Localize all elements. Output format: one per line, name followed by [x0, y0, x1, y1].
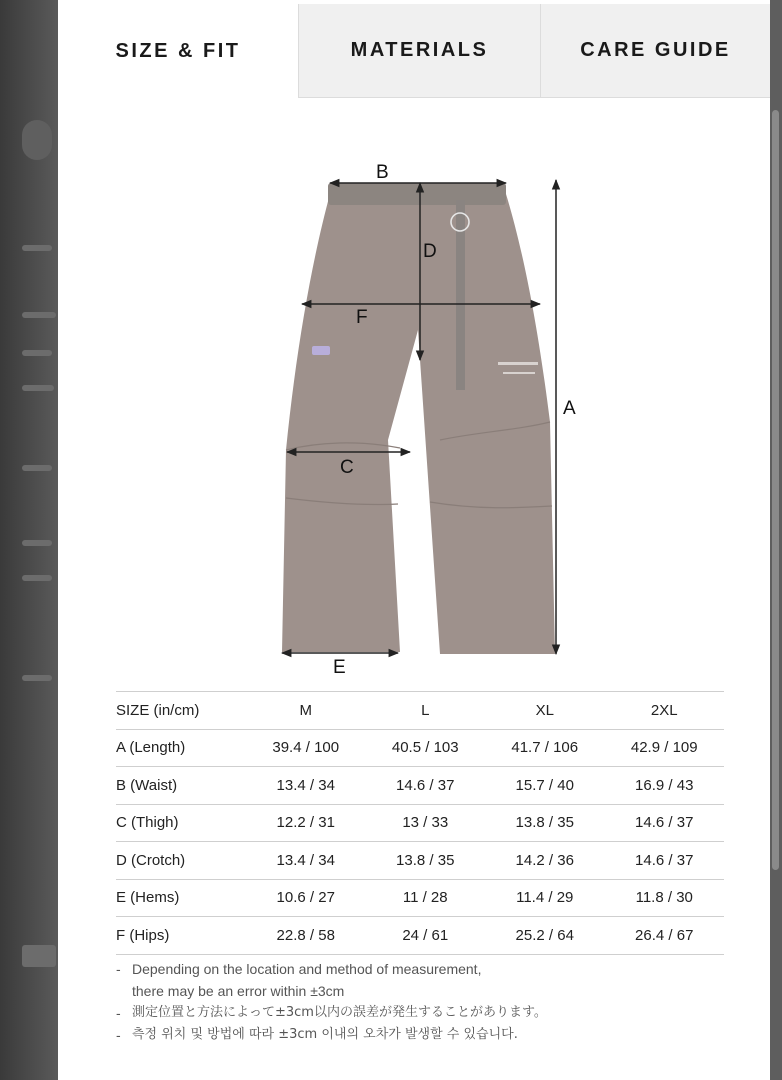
row-label: D (Crotch) [116, 842, 246, 880]
tab-size-fit[interactable]: SIZE & FIT [58, 4, 298, 98]
backdrop-logo [22, 120, 52, 160]
row-label: E (Hems) [116, 879, 246, 917]
note-item [116, 1024, 736, 1046]
table-cell: 14.2 / 36 [485, 842, 605, 880]
size-table [116, 691, 724, 955]
label-d: D [423, 241, 437, 262]
pants-measurement-diagram [58, 150, 770, 680]
backdrop-text [22, 465, 52, 471]
backdrop-text [22, 385, 54, 391]
table-header-row [116, 692, 724, 730]
scrollbar-thumb[interactable] [772, 110, 779, 870]
table-cell: 15.7 / 40 [485, 767, 605, 805]
backdrop-text [22, 945, 56, 967]
table-row [116, 804, 724, 842]
table-cell: 13.4 / 34 [246, 842, 366, 880]
table-cell: 40.5 / 103 [366, 729, 486, 767]
waistband [328, 183, 506, 205]
table-cell: 16.9 / 43 [605, 767, 725, 805]
backdrop-text [22, 575, 52, 581]
label-c: C [340, 457, 354, 478]
backdrop-text [22, 350, 52, 356]
table-cell: 25.2 / 64 [485, 917, 605, 955]
backdrop-text [22, 675, 52, 681]
note-dash: - [116, 1005, 121, 1021]
note-line: there may be an error within ±3cm [132, 983, 345, 999]
table-cell: 26.4 / 67 [605, 917, 725, 955]
table-cell: 42.9 / 109 [605, 729, 725, 767]
row-label: A (Length) [116, 729, 246, 767]
row-label: C (Thigh) [116, 804, 246, 842]
label-a: A [563, 398, 576, 419]
note-dash: - [116, 1027, 121, 1043]
table-cell: 13.4 / 34 [246, 767, 366, 805]
table-header-cell: 2XL [605, 692, 725, 730]
note-line: Depending on the location and method of measurement, [132, 961, 482, 977]
table-cell: 13.8 / 35 [485, 804, 605, 842]
note-text: 測定位置と方法によって±3cm以内の誤差が発生することがあります。 [132, 1005, 547, 1020]
table-row [116, 917, 724, 955]
table-cell: 14.6 / 37 [605, 842, 725, 880]
row-label: F (Hips) [116, 917, 246, 955]
table-cell: 13 / 33 [366, 804, 486, 842]
note-item [116, 1002, 736, 1024]
note-text: 측정 위치 및 방법에 따라 ±3cm 이내의 오차가 발생할 수 있습니다. [132, 1027, 518, 1042]
table-row [116, 767, 724, 805]
label-b: B [376, 162, 389, 183]
table-row [116, 842, 724, 880]
pants-illustration [282, 194, 555, 654]
backdrop-text [22, 245, 52, 251]
table-cell: 41.7 / 106 [485, 729, 605, 767]
table-cell: 11.8 / 30 [605, 879, 725, 917]
tab-care-guide[interactable]: CARE GUIDE [540, 4, 770, 98]
table-header-cell: XL [485, 692, 605, 730]
row-label: B (Waist) [116, 767, 246, 805]
table-header-cell: SIZE (in/cm) [116, 692, 246, 730]
table-header-cell: M [246, 692, 366, 730]
measurement-notes [116, 958, 736, 1046]
table-row [116, 729, 724, 767]
table-cell: 11 / 28 [366, 879, 486, 917]
label-f: F [356, 307, 368, 328]
table-cell: 14.6 / 37 [605, 804, 725, 842]
table-header-cell: L [366, 692, 486, 730]
note-item [116, 958, 736, 1002]
backdrop-text [22, 540, 52, 546]
note-text [132, 958, 481, 1002]
table-cell: 39.4 / 100 [246, 729, 366, 767]
table-cell: 10.6 / 27 [246, 879, 366, 917]
belt-strap [456, 200, 465, 390]
brand-print [498, 362, 538, 365]
page-backdrop [0, 0, 58, 1080]
brand-print [503, 372, 535, 374]
backdrop-text [22, 312, 56, 318]
table-cell: 14.6 / 37 [366, 767, 486, 805]
size-guide-panel [58, 0, 770, 1080]
table-row [116, 879, 724, 917]
table-cell: 11.4 / 29 [485, 879, 605, 917]
pocket-badge [312, 346, 330, 355]
label-e: E [333, 657, 346, 678]
note-dash: - [116, 961, 121, 977]
tab-bar [58, 0, 770, 98]
table-cell: 13.8 / 35 [366, 842, 486, 880]
table-cell: 22.8 / 58 [246, 917, 366, 955]
tab-materials[interactable]: MATERIALS [298, 4, 540, 98]
table-cell: 12.2 / 31 [246, 804, 366, 842]
table-cell: 24 / 61 [366, 917, 486, 955]
